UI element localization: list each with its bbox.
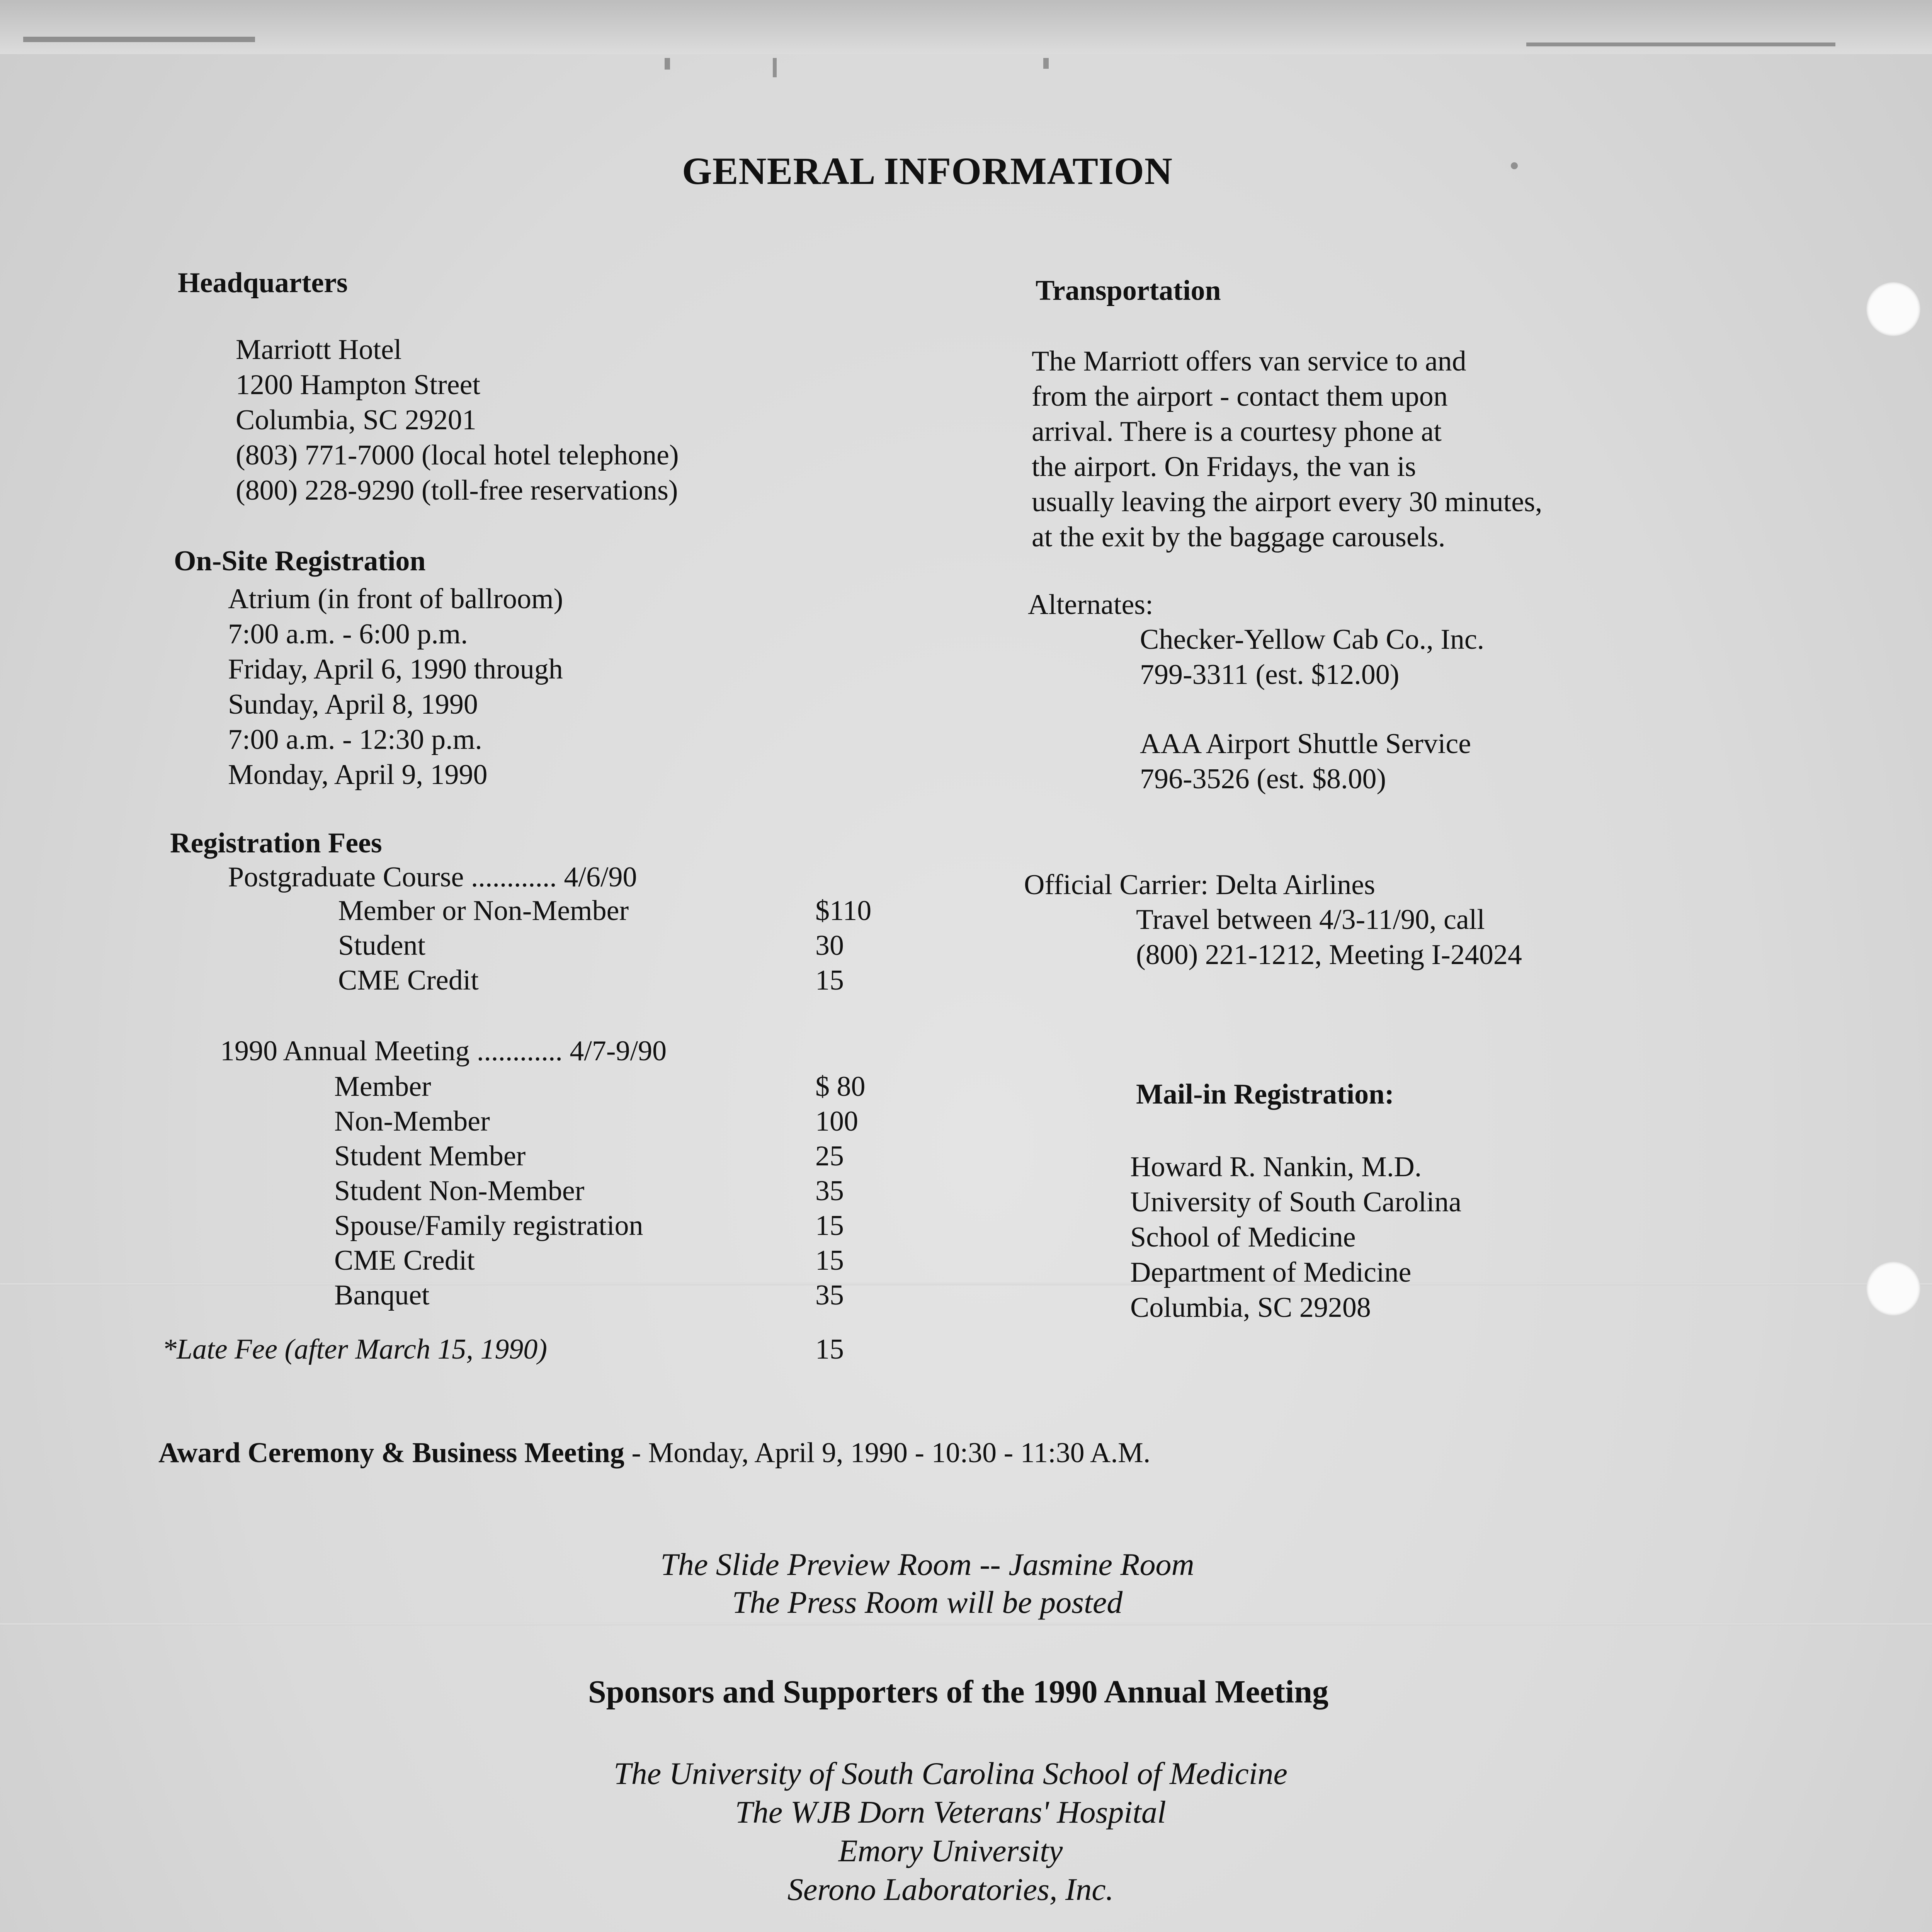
mail-heading: Mail-in Registration: xyxy=(1136,1078,1394,1110)
fold-crease xyxy=(0,1623,1932,1625)
punch-hole xyxy=(1866,282,1920,336)
mail-line: Howard R. Nankin, M.D. xyxy=(1130,1151,1422,1183)
cab-line: Checker-Yellow Cab Co., Inc. xyxy=(1140,624,1485,655)
scan-smudge xyxy=(773,58,777,77)
mail-block xyxy=(1130,1150,1461,1325)
onsite-line: Friday, April 6, 1990 through xyxy=(228,653,563,685)
transportation-block xyxy=(1032,344,1542,555)
shuttle-block xyxy=(1140,726,1471,797)
shuttle-line: AAA Airport Shuttle Service xyxy=(1140,728,1471,760)
fee-item-name: Member or Non-Member xyxy=(338,895,629,927)
onsite-heading: On-Site Registration xyxy=(174,545,426,577)
sponsors-block xyxy=(0,1754,1901,1909)
sponsors-heading: Sponsors and Supporters of the 1990 Annual Meeting xyxy=(588,1674,1328,1710)
carrier-line: (800) 221-1212, Meeting I-24024 xyxy=(1136,939,1522,971)
fee-item-name: CME Credit xyxy=(338,964,479,996)
fee-item-name: Student xyxy=(338,930,426,961)
fee-item-amount: 35 xyxy=(815,1279,844,1311)
fee-item-amount: 15 xyxy=(815,1245,844,1276)
mail-line: Columbia, SC 29208 xyxy=(1130,1292,1371,1323)
alternates-heading: Alternates: xyxy=(1028,589,1153,621)
fold-crease xyxy=(0,1283,1932,1285)
cab-line: 799-3311 (est. $12.00) xyxy=(1140,659,1400,690)
fees-heading: Registration Fees xyxy=(170,827,382,859)
fee-item-amount: 15 xyxy=(815,1210,844,1242)
award-label: Award Ceremony & Business Meeting xyxy=(158,1437,624,1469)
shuttle-line: 796-3526 (est. $8.00) xyxy=(1140,763,1386,795)
fee-item-amount: $ 80 xyxy=(815,1071,866,1102)
annual-meeting-label: 1990 Annual Meeting ............ 4/7-9/90 xyxy=(220,1035,667,1067)
carrier-heading: Official Carrier: Delta Airlines xyxy=(1024,869,1375,901)
fee-item-amount: 15 xyxy=(815,964,844,996)
fee-item-name: Member xyxy=(334,1071,431,1102)
onsite-block xyxy=(228,582,563,793)
fee-item-amount: 30 xyxy=(815,930,844,961)
scan-smudge xyxy=(1043,58,1049,69)
sponsor-line: Serono Laboratories, Inc. xyxy=(787,1872,1114,1907)
fee-item-amount: 25 xyxy=(815,1140,844,1172)
transportation-line: usually leaving the airport every 30 minutes, xyxy=(1032,486,1543,518)
mail-line: Department of Medicine xyxy=(1130,1257,1412,1288)
headquarters-line: Marriott Hotel xyxy=(236,334,402,366)
transportation-line: the airport. On Fridays, the van is xyxy=(1032,451,1416,483)
punch-hole xyxy=(1866,1262,1920,1316)
transportation-heading: Transportation xyxy=(1036,275,1221,306)
fee-item-name: Banquet xyxy=(334,1279,430,1311)
room-line: The Press Room will be posted xyxy=(732,1585,1123,1620)
transportation-line: The Marriott offers van service to and xyxy=(1032,345,1466,377)
award-line xyxy=(158,1435,1150,1471)
award-text: - Monday, April 9, 1990 - 10:30 - 11:30 A.M. xyxy=(624,1437,1151,1469)
fee-item-name: Spouse/Family registration xyxy=(334,1210,643,1242)
page-title: GENERAL INFORMATION xyxy=(682,150,1173,192)
fee-item-amount: 35 xyxy=(815,1175,844,1207)
fee-item-name: Non-Member xyxy=(334,1105,490,1137)
transportation-line: from the airport - contact them upon xyxy=(1032,381,1448,412)
onsite-line: Atrium (in front of ballroom) xyxy=(228,583,563,615)
sponsor-line: The University of South Carolina School of Medicine xyxy=(614,1756,1287,1791)
headquarters-line: (800) 228-9290 (toll-free reservations) xyxy=(236,474,678,506)
onsite-line: Monday, April 9, 1990 xyxy=(228,759,488,791)
fee-item-name: Student Non-Member xyxy=(334,1175,585,1207)
room-line: The Slide Preview Room -- Jasmine Room xyxy=(660,1547,1194,1582)
postgrad-course-label: Postgraduate Course ............ 4/6/90 xyxy=(228,861,637,893)
mail-line: School of Medicine xyxy=(1130,1221,1356,1253)
onsite-line: Sunday, April 8, 1990 xyxy=(228,689,478,720)
rooms-block xyxy=(0,1546,1855,1621)
scan-smudge xyxy=(665,58,670,70)
headquarters-heading: Headquarters xyxy=(178,267,348,299)
fee-item-name: Student Member xyxy=(334,1140,526,1172)
headquarters-line: 1200 Hampton Street xyxy=(236,369,481,401)
headquarters-line: Columbia, SC 29201 xyxy=(236,404,476,436)
carrier-block xyxy=(1136,902,1522,973)
scan-smudge xyxy=(23,37,255,42)
transportation-line: at the exit by the baggage carousels. xyxy=(1032,521,1446,553)
headquarters-block xyxy=(236,332,679,508)
sponsor-line: Emory University xyxy=(838,1833,1063,1868)
fee-item-name: CME Credit xyxy=(334,1245,475,1276)
carrier-line: Travel between 4/3-11/90, call xyxy=(1136,904,1485,935)
sponsor-line: The WJB Dorn Veterans' Hospital xyxy=(735,1794,1166,1830)
fee-item-amount: 100 xyxy=(815,1105,858,1137)
mail-line: University of South Carolina xyxy=(1130,1186,1462,1218)
transportation-line: arrival. There is a courtesy phone at xyxy=(1032,416,1442,447)
onsite-line: 7:00 a.m. - 6:00 p.m. xyxy=(228,618,468,650)
cab-block xyxy=(1140,622,1484,692)
headquarters-line: (803) 771-7000 (local hotel telephone) xyxy=(236,439,679,471)
scan-smudge xyxy=(1526,43,1835,46)
late-fee-label: *Late Fee (after March 15, 1990) xyxy=(162,1333,548,1365)
fee-item-amount: $110 xyxy=(815,895,872,927)
onsite-line: 7:00 a.m. - 12:30 p.m. xyxy=(228,724,482,755)
late-fee-amount: 15 xyxy=(815,1333,844,1365)
